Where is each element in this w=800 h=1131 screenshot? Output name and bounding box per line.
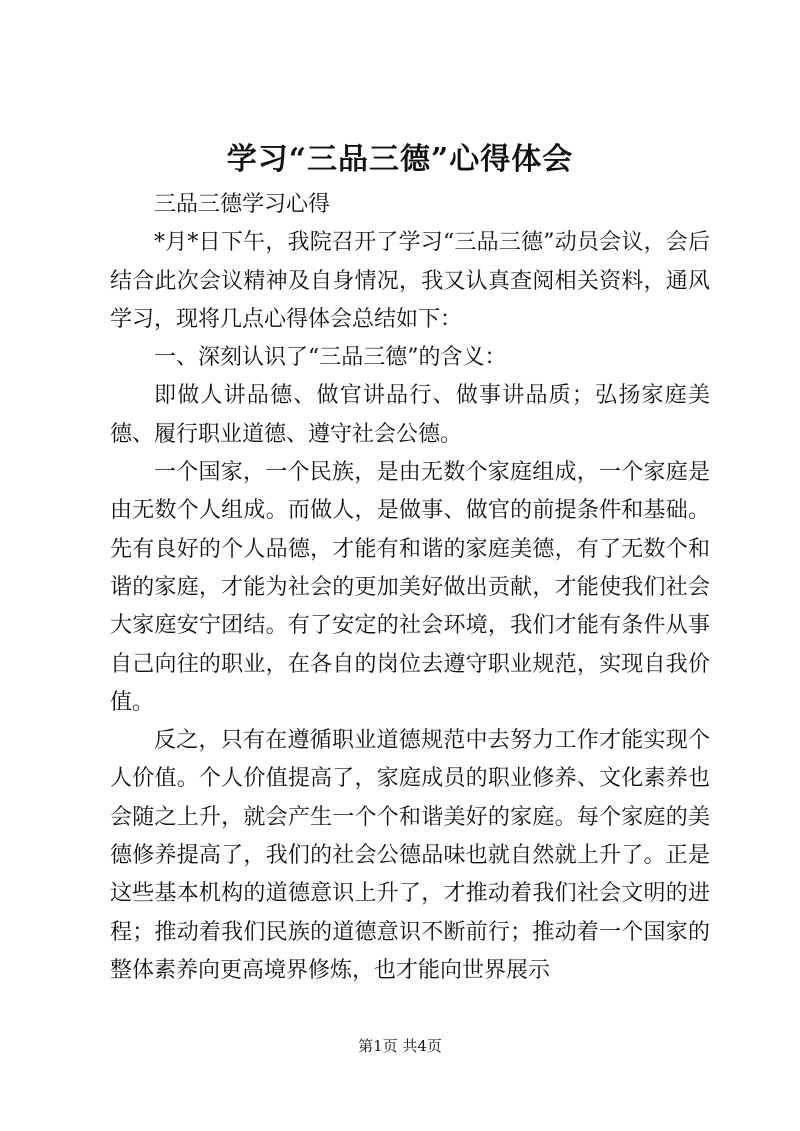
- paragraph-section-heading: 一、深刻认识了“三品三德”的含义：: [154, 345, 507, 371]
- document-title: 学习“三品三德”心得体会: [226, 142, 574, 177]
- paragraph-subtitle: 三品三德学习心得: [154, 192, 331, 217]
- document-body: [110, 186, 710, 990]
- paragraph-body-2: 反之，只有在遵循职业道德规范中去努力工作才能实现个人价值。个人价值提高了，家庭成员的职业修养、文化素养也会随之上升，就会产生一个个和谐美好的家庭。每个家庭的美德修养提高了，我们的社会公德品味也就自然就上升了。正是这些基本机构的道德意识上升了，才推动着我们社会文明的进程；推动着我们民族的道德意识不断前行；推动着一个国家的整体素养向更高境界修炼，也才能向世界展示: [110, 728, 710, 983]
- page-footer: 第1页 共4页: [358, 1037, 442, 1055]
- paragraph-intro: *月*日下午，我院召开了学习“三品三德”动员会议，会后结合此次会议精神及自身情况，我又认真查阅相关资料，通风学习，现将几点心得体会总结如下：: [110, 230, 710, 332]
- paragraph-definition: 即做人讲品德、做官讲品行、做事讲品质；弘扬家庭美德、履行职业道德、遵守社会公德。: [110, 383, 710, 447]
- paragraph-body-1: 一个国家，一个民族，是由无数个家庭组成，一个家庭是由无数个人组成。而做人，是做事、做官的前提条件和基础。先有良好的个人品德，才能有和谐的家庭美德，有了无数个和谐的家庭，才能为社会的更加美好做出贡献，才能使我们社会大家庭安宁团结。有了安定的社会环境，我们才能有条件从事自己向往的职业，在各自的岗位去遵守职业规范，实现自我价值。: [110, 460, 710, 715]
